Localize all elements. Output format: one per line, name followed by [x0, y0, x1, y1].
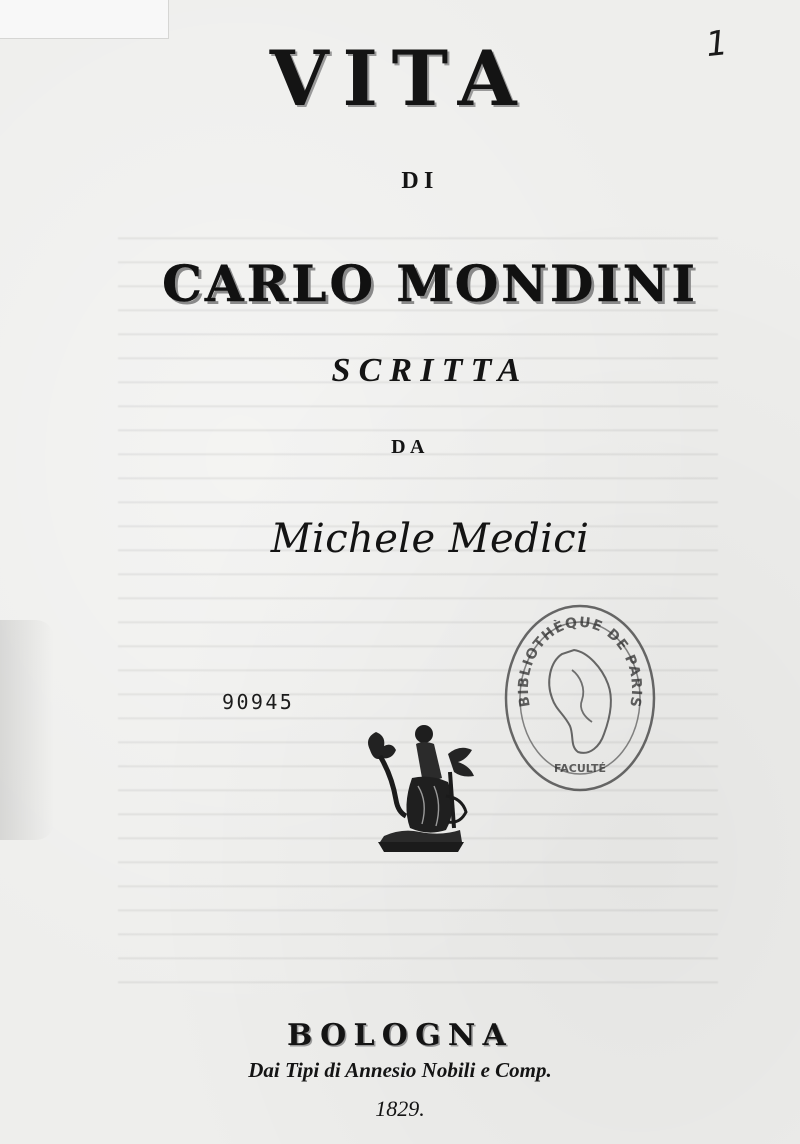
allegorical-vignette [362, 716, 480, 852]
title-vita: VITA [269, 34, 531, 123]
accession-number: 90945 [222, 690, 295, 714]
byline-by: DA [391, 436, 429, 458]
library-stamp [500, 596, 660, 794]
byline-written: SCRITTA [331, 352, 529, 389]
paper-corner-tab [0, 0, 169, 39]
imprint-city: BOLOGNA [287, 1018, 513, 1053]
author-name: Michele Medici [270, 516, 590, 562]
imprint-year: 1829. [375, 1096, 425, 1121]
page-edge-shadow [0, 620, 54, 840]
stamp-lower-text: FACULTÉ [554, 762, 606, 775]
stamp-text: BIBLIOTHÈQUE DE PARIS [515, 614, 645, 710]
svg-text:BIBLIOTHÈQUE DE PARIS [516, 615, 644, 709]
title-connector: DI [401, 168, 439, 194]
folio-mark: 1 [703, 22, 730, 66]
subject-name: CARLO MONDINI [162, 254, 698, 313]
imprint-printer: Dai Tipi di Annesio Nobili e Comp. [248, 1058, 552, 1082]
